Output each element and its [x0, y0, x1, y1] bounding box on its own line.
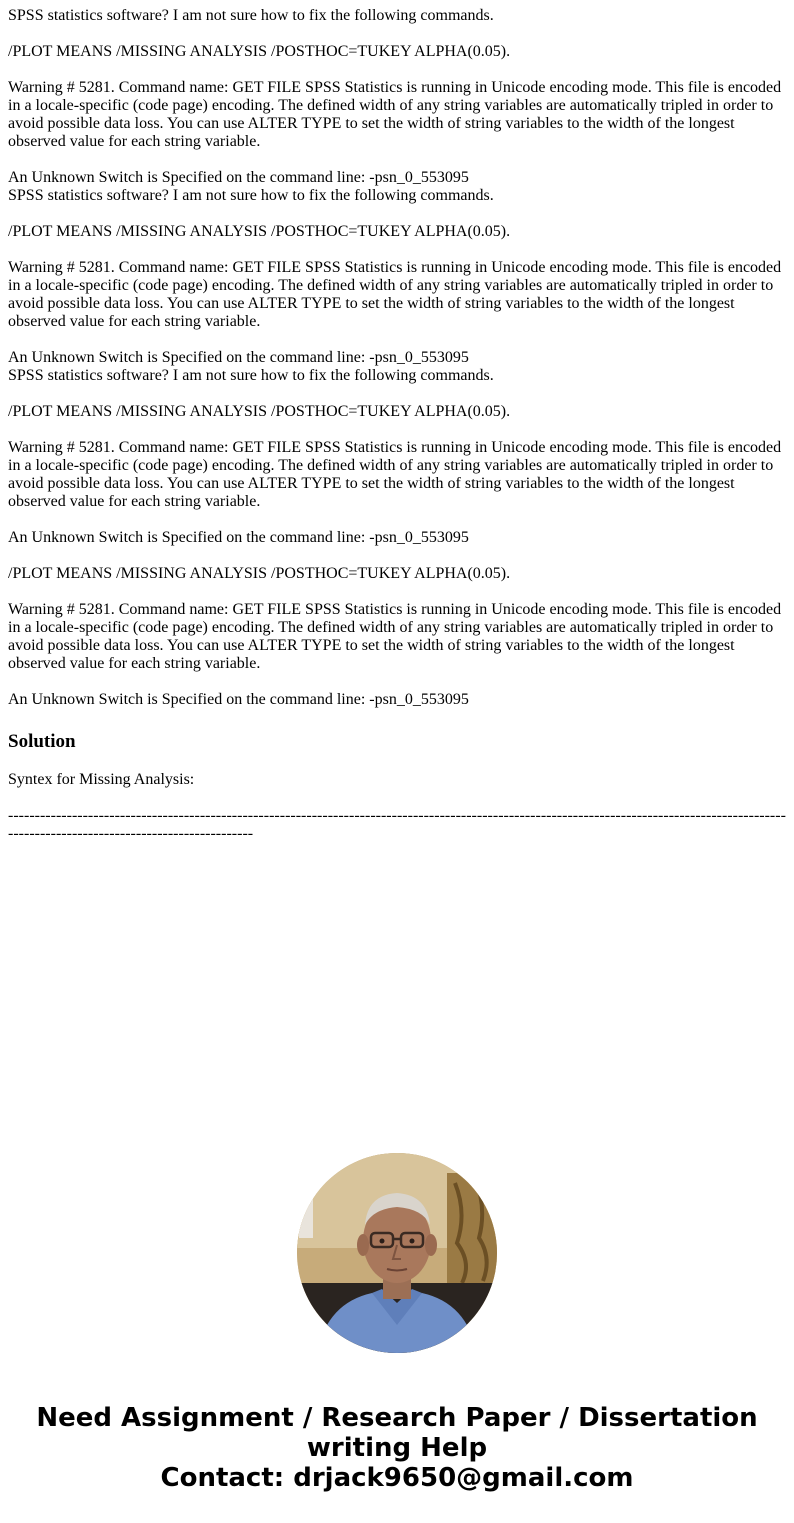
- question-intro: SPSS statistics software? I am not sure how to fix the following commands.: [8, 7, 494, 24]
- promo-contact: Contact: drjack9650@gmail.com: [160, 1463, 634, 1493]
- solution-heading: Solution: [8, 731, 76, 752]
- warning-message: Warning # 5281. Command name: GET FILE SPSS Statistics is running in Unicode encoding mode. This file is encoded in a locale-specific (code page) encoding. The defined width of any string variables are automatically tripled in order to avoid possible data loss. You can use ALTER TYPE to set the width of string variables to the width of the longest observed value for each string variable.: [8, 439, 782, 510]
- switch-error: An Unknown Switch is Specified on the command line: -psn_0_553095: [8, 691, 469, 708]
- syntax-label: Syntex for Missing Analysis:: [8, 771, 195, 788]
- avatar: [297, 1153, 497, 1353]
- warning-message: Warning # 5281. Command name: GET FILE SPSS Statistics is running in Unicode encoding mode. This file is encoded in a locale-specific (code page) encoding. The defined width of any string variables are automatically tripled in order to avoid possible data loss. You can use ALTER TYPE to set the width of string variables to the width of the longest observed value for each string variable.: [8, 601, 782, 672]
- promo-line: Need Assignment / Research Paper / Dissertation: [36, 1403, 758, 1433]
- promo-banner: [0, 1403, 794, 1493]
- switch-error: An Unknown Switch is Specified on the command line: -psn_0_553095: [8, 349, 469, 366]
- plot-command: /PLOT MEANS /MISSING ANALYSIS /POSTHOC=TUKEY ALPHA(0.05).: [8, 403, 511, 420]
- switch-error: An Unknown Switch is Specified on the command line: -psn_0_553095: [8, 529, 469, 546]
- switch-error: An Unknown Switch is Specified on the command line: -psn_0_553095: [8, 169, 469, 186]
- question-content: [8, 7, 788, 843]
- plot-command: /PLOT MEANS /MISSING ANALYSIS /POSTHOC=TUKEY ALPHA(0.05).: [8, 43, 511, 60]
- question-intro: SPSS statistics software? I am not sure how to fix the following commands.: [8, 187, 494, 204]
- promo-line: writing Help: [306, 1433, 488, 1463]
- separator-line: ------------------------------------------------------------------------------------------------------------------------------------------------------------------------------------------------: [8, 807, 786, 842]
- question-intro: SPSS statistics software? I am not sure how to fix the following commands.: [8, 367, 494, 384]
- warning-message: Warning # 5281. Command name: GET FILE SPSS Statistics is running in Unicode encoding mode. This file is encoded in a locale-specific (code page) encoding. The defined width of any string variables are automatically tripled in order to avoid possible data loss. You can use ALTER TYPE to set the width of string variables to the width of the longest observed value for each string variable.: [8, 79, 782, 150]
- plot-command: /PLOT MEANS /MISSING ANALYSIS /POSTHOC=TUKEY ALPHA(0.05).: [8, 565, 511, 582]
- person-photo-icon: [297, 1153, 497, 1353]
- warning-message: Warning # 5281. Command name: GET FILE SPSS Statistics is running in Unicode encoding mode. This file is encoded in a locale-specific (code page) encoding. The defined width of any string variables are automatically tripled in order to avoid possible data loss. You can use ALTER TYPE to set the width of string variables to the width of the longest observed value for each string variable.: [8, 259, 782, 330]
- plot-command: /PLOT MEANS /MISSING ANALYSIS /POSTHOC=TUKEY ALPHA(0.05).: [8, 223, 511, 240]
